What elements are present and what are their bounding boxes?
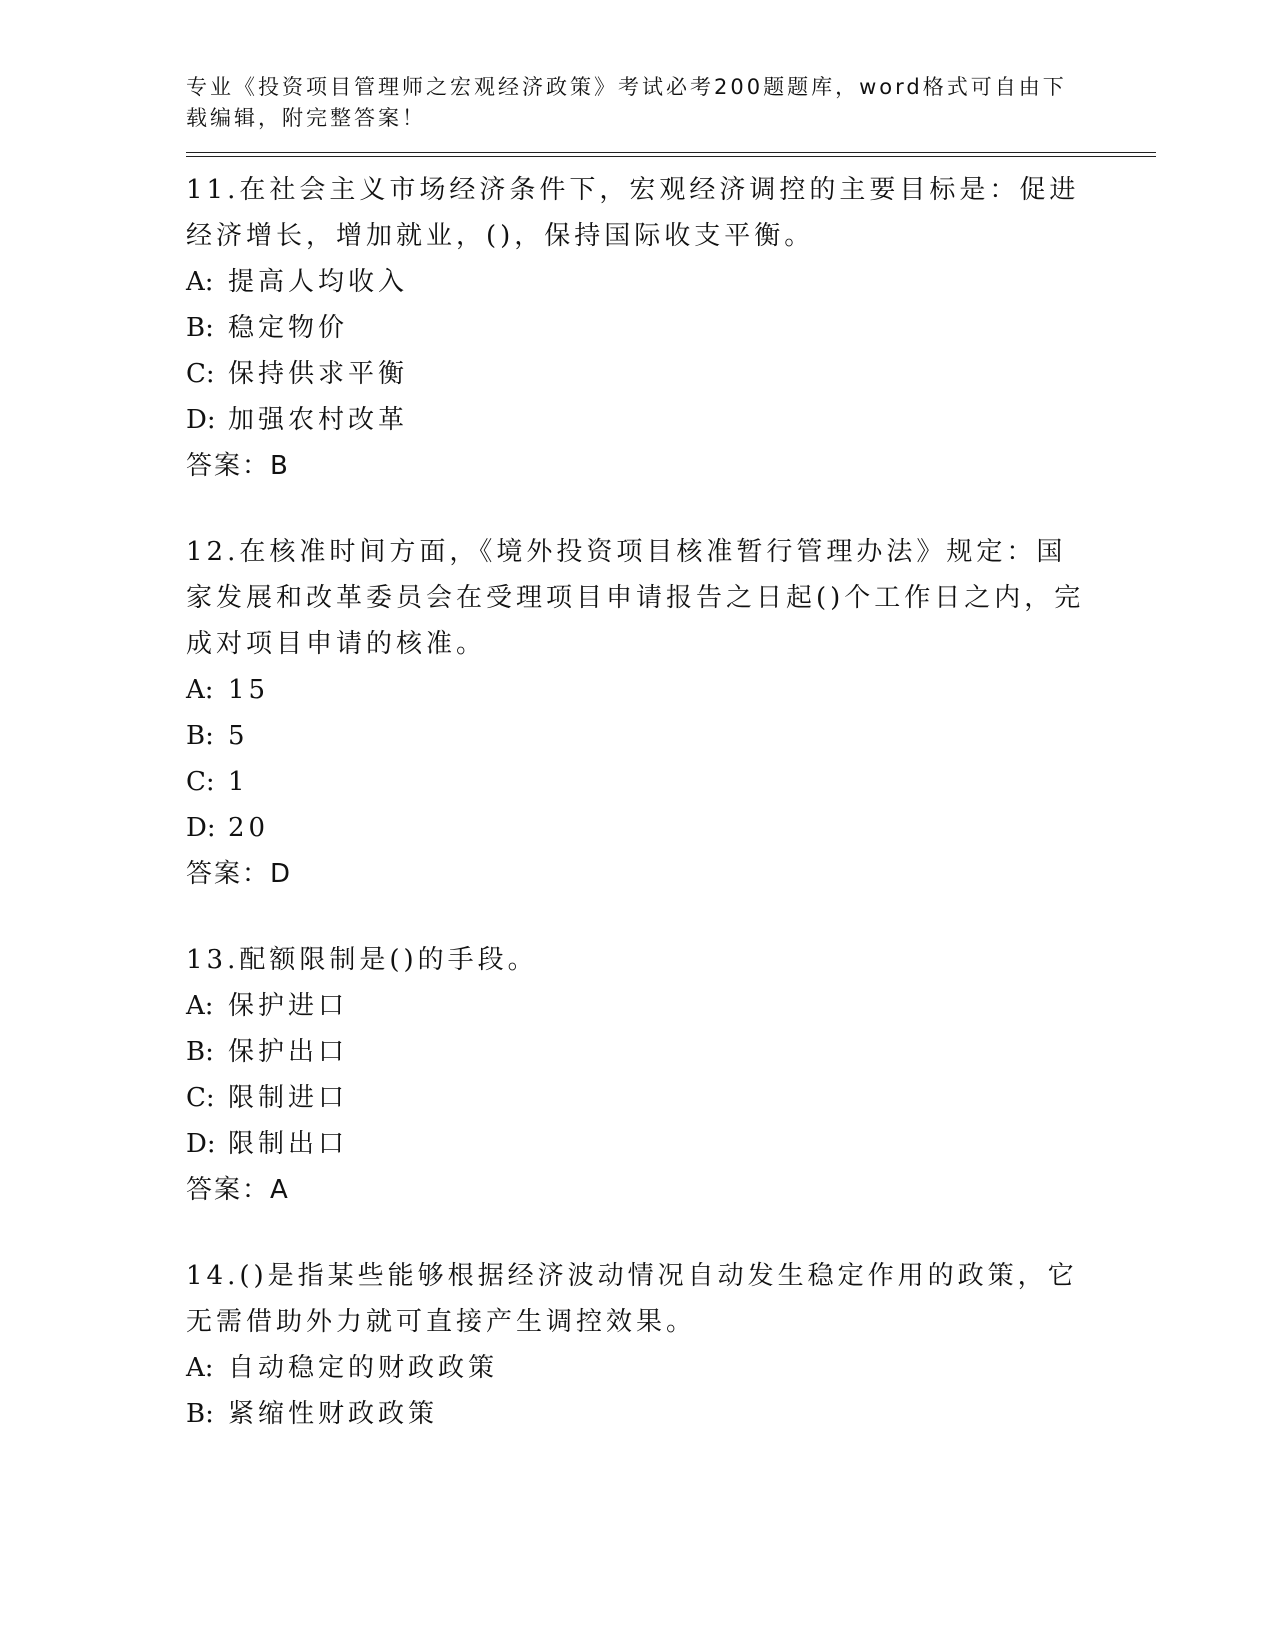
option-letter: D: (186, 813, 216, 843)
question-11 (186, 167, 1156, 489)
option-letter: D: (186, 405, 216, 435)
option-letter: C: (186, 359, 215, 389)
option-letter: A: (186, 991, 214, 1021)
option-letter: B: (186, 721, 214, 751)
option-text: 限制进口 (228, 1083, 349, 1113)
answer-label: 答案：D (186, 859, 293, 889)
question-text: 13.配额限制是()的手段。 (186, 945, 538, 975)
option-letter: B: (186, 313, 214, 343)
option-letter: B: (186, 1399, 214, 1429)
option-d (186, 805, 1156, 851)
option-text: 15 (228, 675, 270, 705)
option-c (186, 351, 1156, 397)
option-text: 紧缩性财政政策 (228, 1399, 439, 1429)
option-text: 保持供求平衡 (228, 359, 409, 389)
option-b (186, 713, 1156, 759)
document-header: 专业《投资项目管理师之宏观经济政策》考试必考200题题库，word格式可自由下载编辑，附完整答案！ (186, 75, 1067, 130)
option-letter: C: (186, 1083, 215, 1113)
question-text: 14.()是指某些能够根据经济波动情况自动发生稳定作用的政策，它无需借助外力就可直接产生调控效果。 (186, 1261, 1078, 1337)
question-text: 12.在核准时间方面，《境外投资项目核准暂行管理办法》规定：国家发展和改革委员会在受理项目申请报告之日起()个工作日之内，完成对项目申请的核准。 (186, 537, 1085, 659)
option-letter: A: (186, 1353, 214, 1383)
option-c (186, 1075, 1156, 1121)
option-a (186, 983, 1156, 1029)
question-text: 11.在社会主义市场经济条件下，宏观经济调控的主要目标是：促进经济增长，增加就业，()，保持国际收支平衡。 (186, 175, 1080, 251)
option-d (186, 1121, 1156, 1167)
option-text: 提高人均收入 (228, 267, 409, 297)
option-a (186, 667, 1156, 713)
question-list (186, 167, 1156, 1437)
question-14 (186, 1253, 1156, 1437)
answer-label: 答案：B (186, 451, 290, 481)
option-letter: B: (186, 1037, 214, 1067)
option-text: 稳定物价 (228, 313, 349, 343)
option-b (186, 305, 1156, 351)
option-a (186, 1345, 1156, 1391)
option-b (186, 1391, 1156, 1437)
option-text: 加强农村改革 (228, 405, 409, 435)
option-a (186, 259, 1156, 305)
question-13 (186, 937, 1156, 1213)
option-text: 20 (228, 813, 270, 843)
option-c (186, 759, 1156, 805)
option-letter: C: (186, 767, 215, 797)
question-12 (186, 529, 1156, 897)
option-text: 限制出口 (228, 1129, 349, 1159)
option-letter: D: (186, 1129, 216, 1159)
option-text: 5 (228, 721, 249, 751)
option-text: 保护进口 (228, 991, 349, 1021)
option-text: 保护出口 (228, 1037, 349, 1067)
option-text: 1 (228, 767, 249, 797)
option-text: 自动稳定的财政政策 (228, 1353, 499, 1383)
option-letter: A: (186, 675, 214, 705)
option-d (186, 397, 1156, 443)
document-page (186, 72, 1156, 1477)
option-b (186, 1029, 1156, 1075)
header-divider (186, 152, 1156, 157)
answer-label: 答案：A (186, 1175, 290, 1205)
option-letter: A: (186, 267, 214, 297)
